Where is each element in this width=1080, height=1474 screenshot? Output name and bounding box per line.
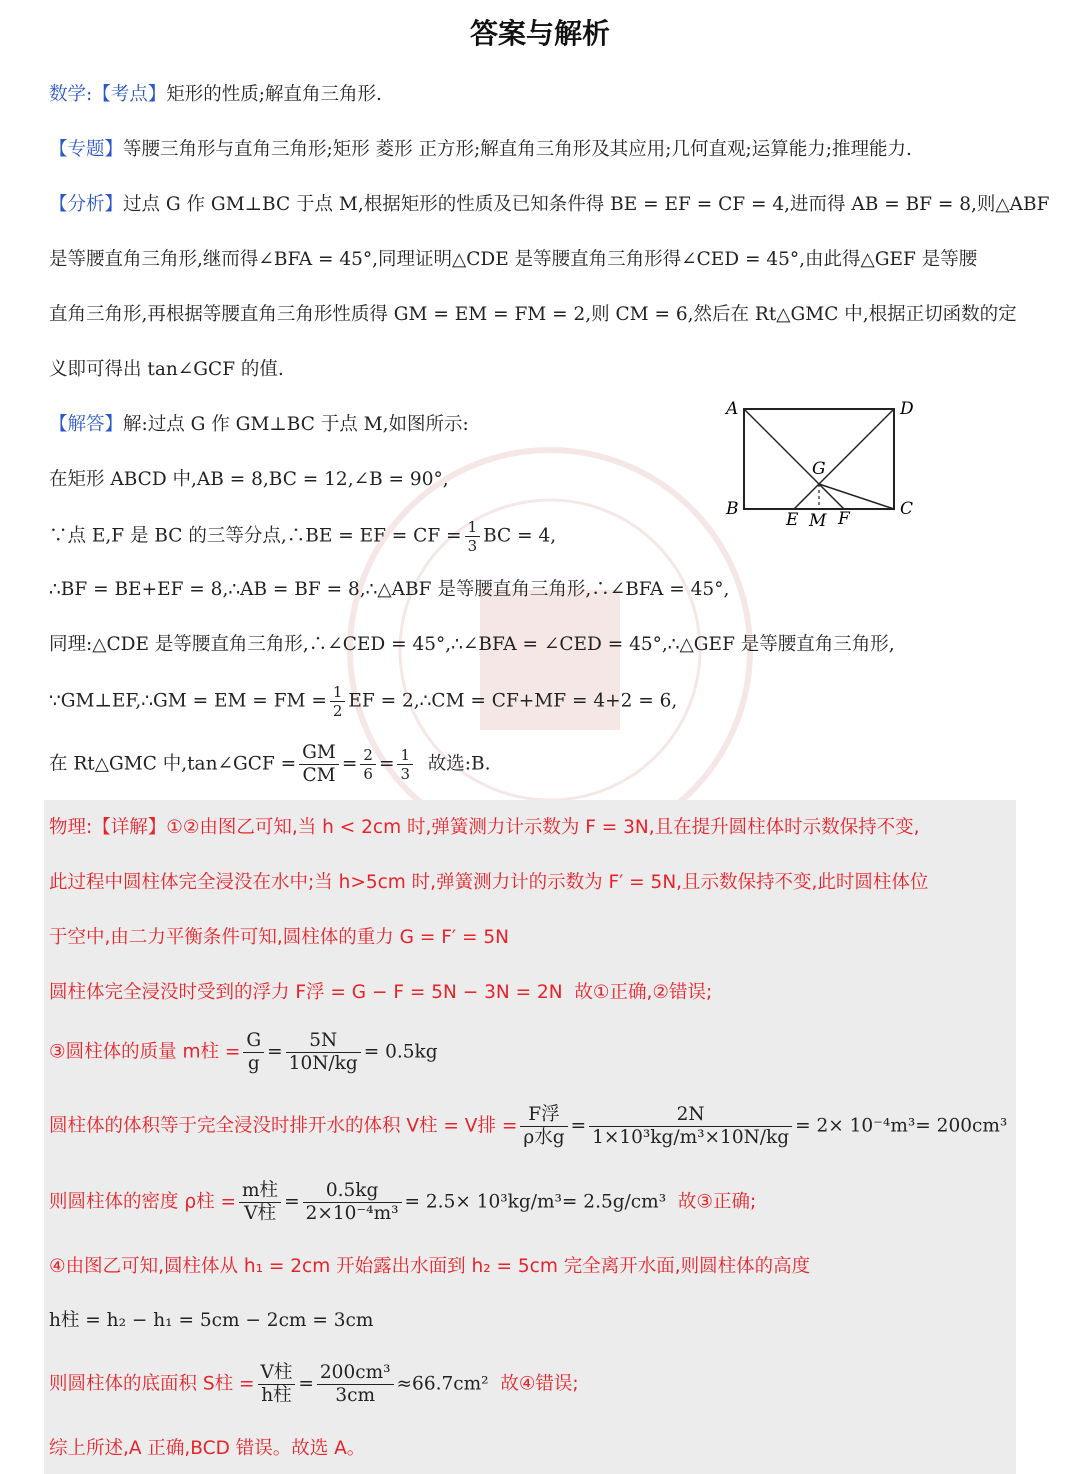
fraction-g-over-g: $\frac{G}{g}$	[243, 1030, 264, 1075]
buoyancy-text: 圆柱体完全浸没时受到的浮力 F浮 = G − F = 5N − 3N = 2N	[49, 982, 563, 1003]
physics-line-1: 物理:【详解】①②由图乙可知,当 h < 2cm 时,弹簧测力计示数为 F = 3N,且在提升圆柱体时示数保持不变,	[49, 817, 920, 838]
math-jieda-line-2: 在矩形 ABCD 中,AB = 8,BC = 12,∠B = 90°,	[49, 469, 449, 490]
jieda-7a: 在 Rt△GMC 中,tan∠GCF =	[49, 753, 297, 775]
physics-line-7: 则圆柱体的密度 ρ柱 = $\frac{\text{m柱}}{\text{V柱}}$ = $\frac{0.5kg}{\text{2×10⁻⁴m³}}$ = 2.5× 10³kg/m³= 2.5g/cm³ 故③正确;	[49, 1180, 757, 1224]
area-label: 则圆柱体的底面积 S柱 =	[49, 1373, 255, 1395]
physics-line-6: 圆柱体的体积等于完全浸没时排开水的体积 V柱 = V排 = $\frac{\text{F浮}}{\text{ρ水g}}$ = $\frac{2N}{\text{1×10³kg/m³×10N/kg}}$ = 2× 10⁻⁴m³= 200cm³	[49, 1104, 1008, 1148]
jieda-text-1: 解:过点 G 作 GM⊥BC 于点 M,如图所示:	[123, 414, 469, 435]
kaodian-text: 矩形的性质;解直角三角形.	[166, 84, 382, 105]
volume-label: 圆柱体的体积等于完全浸没时排开水的体积 V柱 = V排 =	[49, 1115, 518, 1137]
math-jieda-line-5: 同理:△CDE 是等腰直角三角形,∴∠CED = 45°,∴∠BFA = ∠CED = 45°,∴△GEF 是等腰直角三角形,	[49, 634, 895, 655]
physics-line-11: 综上所述,A 正确,BCD 错误。故选 A。	[49, 1438, 366, 1459]
fraction-one-half: $\frac{1}{2}$	[330, 683, 346, 720]
label-e: E	[786, 510, 799, 530]
fenxi-tag: 【分析】	[49, 194, 124, 215]
density-result: = 2.5× 10³kg/m³= 2.5g/cm³	[404, 1191, 667, 1213]
area-conclusion: 故④错误;	[500, 1373, 579, 1395]
physics-line-5: ③圆柱体的质量 m柱 = $\frac{G}{g}$ = $\frac{5N}{10N/kg}$ = 0.5kg	[49, 1030, 438, 1074]
math-zhuanti-line	[49, 137, 912, 163]
zhuanti-tag: 【专题】	[49, 139, 124, 160]
fraction-5n-over-10nkg: $\frac{5N}{10N/kg}$	[286, 1030, 361, 1075]
physics-line-2: 此过程中圆柱体完全浸没在水中;当 h>5cm 时,弹簧测力计的示数为 F′ = 5N,且示数保持不变,此时圆柱体位	[49, 872, 929, 893]
math-jieda-line-3	[49, 518, 556, 555]
zhuanti-text: 等腰三角形与直角三角形;矩形 菱形 正方形;解直角三角形及其应用;几何直观;运算能力;推理能力.	[123, 139, 912, 160]
math-fenxi-line-4: 义即可得出 tan∠GCF 的值.	[49, 359, 284, 380]
math-fenxi-line-3: 直角三角形,再根据等腰直角三角形性质得 GM = EM = FM = 2,则 CM = 6,然后在 Rt△GMC 中,根据正切函数的定	[49, 304, 1017, 325]
jieda-7b: 故选:B.	[427, 753, 491, 775]
label-g: G	[812, 459, 826, 479]
math-jieda-line-4: ∴BF = BE+EF = 8,∴AB = BF = 8,∴△ABF 是等腰直角三角形,∴∠BFA = 45°,	[49, 579, 730, 600]
math-fenxi-line-2: 是等腰直角三角形,继而得∠BFA = 45°,同理证明△CDE 是等腰直角三角形得∠CED = 45°,由此得△GEF 是等腰	[49, 249, 978, 270]
physics-line-10: 则圆柱体的底面积 S柱 = $\frac{\text{V柱}}{\text{h柱}}$ = $\frac{\text{200cm³}}{3cm}$ ≈66.7cm² 故④错误;	[49, 1362, 579, 1406]
fraction-v-over-h: $\frac{\text{V柱}}{\text{h柱}}$	[258, 1362, 296, 1407]
fraction-2n-over-density: $\frac{2N}{\text{1×10³kg/m³×10N/kg}}$	[589, 1104, 792, 1149]
fraction-m-over-v: $\frac{\text{m柱}}{\text{V柱}}$	[239, 1180, 281, 1225]
jieda-3a: ∵点 E,F 是 BC 的三等分点,∴BE = EF = CF =	[49, 525, 462, 547]
jieda-3b: BC = 4,	[483, 525, 557, 547]
fraction-one-third-result: $\frac{1}{3}$	[397, 746, 413, 783]
density-label: 则圆柱体的密度 ρ柱 =	[49, 1191, 237, 1213]
math-jieda-line-7: 在 Rt△GMC 中,tan∠GCF = $\frac{GM}{CM}$ = $\frac{2}{6}$ = $\frac{1}{3}$ 故选:B.	[49, 742, 491, 786]
fenxi-text-1: 过点 G 作 GM⊥BC 于点 M,根据矩形的性质及已知条件得 BE = EF = CF = 4,进而得 AB = BF = 8,则△ABF	[123, 194, 1050, 215]
volume-result: = 2× 10⁻⁴m³= 200cm³	[795, 1115, 1008, 1137]
density-conclusion: 故③正确;	[677, 1191, 757, 1213]
mass-result: = 0.5kg	[363, 1041, 438, 1063]
physics-line-8: ④由图乙可知,圆柱体从 h₁ = 2cm 开始露出水面到 h₂ = 5cm 完全离开水面,则圆柱体的高度	[49, 1256, 811, 1277]
label-d: D	[900, 399, 914, 419]
fraction-two-sixths: $\frac{2}{6}$	[360, 746, 376, 783]
rectangle-figure	[722, 394, 922, 534]
physics-line-9: h柱 = h₂ − h₁ = 5cm − 2cm = 3cm	[49, 1310, 374, 1331]
fraction-buoyancy-over-rho-g: $\frac{\text{F浮}}{\text{ρ水g}}$	[520, 1104, 567, 1149]
fraction-gm-cm: $\frac{GM}{CM}$	[299, 742, 339, 787]
physics-line-4	[49, 980, 712, 1006]
math-jieda-line-6	[49, 683, 677, 720]
fraction-one-third: $\frac{1}{3}$	[465, 518, 481, 555]
kaodian-tag: 数学:【考点】	[49, 84, 167, 105]
label-m: M	[809, 511, 827, 531]
page-title: 答案与解析	[469, 17, 610, 50]
jieda-6b: EF = 2,∴CM = CF+MF = 4+2 = 6,	[348, 690, 678, 712]
buoyancy-conclusion: 故①正确,②错误;	[574, 982, 713, 1003]
area-result: ≈66.7cm²	[396, 1373, 489, 1395]
math-fenxi-line-1	[49, 192, 1049, 218]
label-f: F	[838, 509, 850, 529]
math-jieda-line-1	[49, 412, 469, 438]
jieda-tag: 【解答】	[49, 414, 124, 435]
mass-label: ③圆柱体的质量 m柱 =	[49, 1041, 241, 1063]
jieda-6a: ∵GM⊥EF,∴GM = EM = FM =	[49, 690, 327, 712]
fraction-mass-over-volume: $\frac{0.5kg}{\text{2×10⁻⁴m³}}$	[303, 1180, 402, 1225]
physics-line-3: 于空中,由二力平衡条件可知,圆柱体的重力 G = F′ = 5N	[49, 927, 509, 948]
fraction-200cm3-over-3cm: $\frac{\text{200cm³}}{3cm}$	[317, 1362, 394, 1407]
label-c: C	[900, 499, 914, 519]
math-kaodian-line	[49, 82, 382, 108]
label-b: B	[726, 499, 739, 519]
label-a: A	[726, 399, 739, 419]
